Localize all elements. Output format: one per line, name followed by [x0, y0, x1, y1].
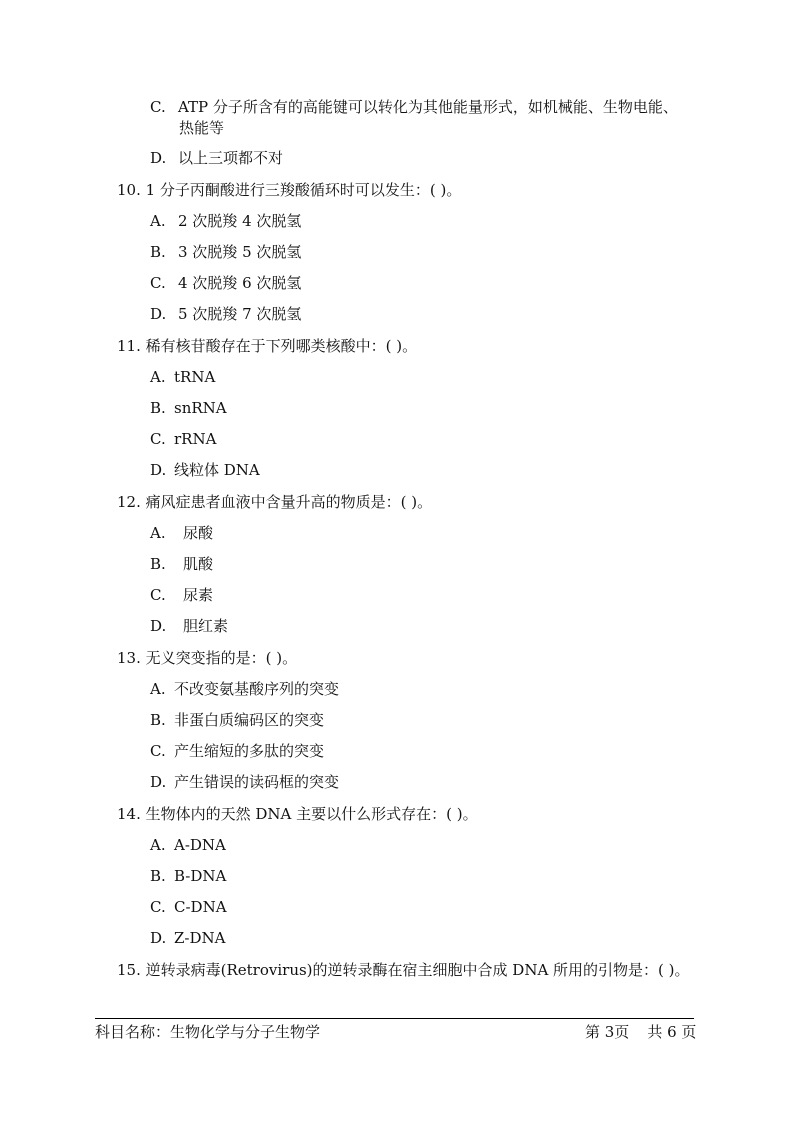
question-stem: 15. 逆转录病毒(Retrovirus)的逆转录酶在宿主细胞中合成 DNA 所用的引物是：( )。 — [117, 961, 690, 979]
option-item — [150, 835, 226, 855]
option-label: A. — [150, 680, 166, 698]
option-item — [150, 97, 678, 117]
option-item — [150, 460, 260, 480]
option-label: D. — [150, 617, 167, 635]
option-item — [150, 398, 227, 418]
option-text: 5 次脱羧 7 次脱氢 — [178, 305, 302, 323]
option-label: D. — [150, 929, 167, 947]
option-item — [150, 710, 324, 730]
option-item — [150, 772, 339, 792]
option-label: B. — [150, 711, 166, 729]
option-label: A. — [150, 524, 166, 542]
option-text: B-DNA — [174, 867, 227, 885]
option-item — [150, 429, 216, 449]
page-total: 共 6 页 — [647, 1023, 697, 1041]
option-label: A. — [150, 836, 166, 854]
option-item — [150, 211, 301, 231]
question-stem: 10. 1 分子丙酮酸进行三羧酸循环时可以发生：( )。 — [117, 181, 462, 199]
option-text: 线粒体 DNA — [174, 461, 260, 479]
option-text: 以上三项都不对 — [178, 149, 284, 167]
option-text-continued: 热能等 — [179, 119, 225, 137]
option-text: 尿酸 — [183, 524, 214, 542]
option-label: B. — [150, 867, 166, 885]
footer-page-info — [585, 1022, 696, 1042]
option-label: D. — [150, 461, 167, 479]
option-item — [150, 679, 339, 699]
option-label: B. — [150, 399, 166, 417]
question-stem: 11. 稀有核苷酸存在于下列哪类核酸中：( )。 — [117, 337, 418, 355]
option-label: C. — [150, 586, 166, 604]
option-text: 肌酸 — [183, 555, 214, 573]
option-item — [150, 741, 324, 761]
option-label: C. — [150, 742, 166, 760]
option-label: C. — [150, 274, 166, 292]
footer-subject: 科目名称：生物化学与分子生物学 — [95, 1023, 321, 1041]
option-label: A. — [150, 368, 166, 386]
option-item — [150, 273, 301, 293]
option-label: A. — [150, 212, 166, 230]
option-item — [150, 897, 227, 917]
option-item — [150, 523, 213, 543]
page-number: 第 3页 — [585, 1023, 630, 1041]
option-item — [150, 148, 283, 168]
option-text: 4 次脱羧 6 次脱氢 — [178, 274, 302, 292]
option-label: C. — [150, 430, 166, 448]
option-item — [150, 866, 226, 886]
option-item — [150, 616, 228, 636]
option-text: ATP 分子所含有的高能键可以转化为其他能量形式，如机械能、生物电能、 — [178, 98, 678, 116]
option-label: B. — [150, 243, 166, 261]
option-text: 产生缩短的多肽的突变 — [174, 742, 325, 760]
option-label: B. — [150, 555, 166, 573]
option-label: C. — [150, 98, 166, 116]
option-item — [150, 928, 225, 948]
option-item — [150, 554, 213, 574]
option-item — [150, 585, 213, 605]
option-text: Z-DNA — [174, 929, 226, 947]
question-stem: 14. 生物体内的天然 DNA 主要以什么形式存在：( )。 — [117, 805, 478, 823]
option-item — [150, 304, 301, 324]
option-label: C. — [150, 898, 166, 916]
option-label: D. — [150, 149, 167, 167]
option-text: rRNA — [174, 430, 217, 448]
option-text: 尿素 — [183, 586, 214, 604]
question-stem: 12. 痛风症患者血液中含量升高的物质是：( )。 — [117, 493, 433, 511]
option-text: snRNA — [174, 399, 227, 417]
question-stem: 13. 无义突变指的是：( )。 — [117, 649, 298, 667]
option-item — [150, 242, 301, 262]
option-text: 非蛋白质编码区的突变 — [174, 711, 325, 729]
option-text: 产生错误的读码框的突变 — [174, 773, 340, 791]
option-text: 2 次脱羧 4 次脱氢 — [178, 212, 302, 230]
option-text: tRNA — [174, 368, 216, 386]
option-text: C-DNA — [174, 898, 227, 916]
option-text: 3 次脱羧 5 次脱氢 — [178, 243, 302, 261]
option-label: D. — [150, 773, 167, 791]
option-text: A-DNA — [174, 836, 226, 854]
footer-divider — [95, 1018, 694, 1019]
option-text: 胆红素 — [183, 617, 229, 635]
option-label: D. — [150, 305, 167, 323]
option-text: 不改变氨基酸序列的突变 — [174, 680, 340, 698]
option-item — [150, 367, 215, 387]
